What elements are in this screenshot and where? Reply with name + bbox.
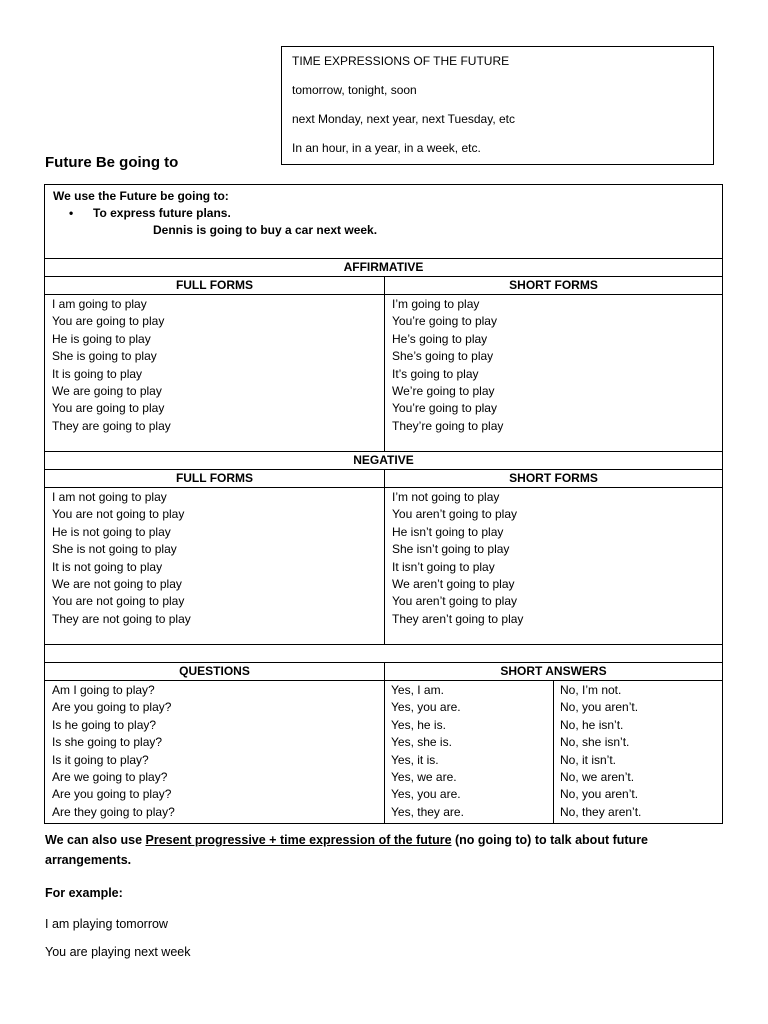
negative-short-forms [385, 488, 722, 644]
list-item: He is going to play [52, 331, 151, 346]
table-divider [45, 645, 722, 663]
list-item: We are going to play [52, 383, 162, 398]
negative-rows [45, 488, 722, 645]
intro-section [45, 185, 722, 259]
affirmative-full-forms [45, 295, 385, 451]
list-item: It is not going to play [52, 559, 163, 574]
list-item: You are not going to play [52, 594, 185, 609]
affirmative-short-forms [385, 295, 722, 451]
list-item: Is it going to play? [52, 752, 149, 767]
list-item: You are going to play [52, 314, 165, 329]
list-item: No, we aren’t. [560, 769, 635, 784]
list-item: You are not going to play [52, 507, 185, 522]
time-expressions-title: TIME EXPRESSIONS OF THE FUTURE [292, 54, 510, 68]
list-item: She is going to play [52, 349, 157, 364]
list-item: You’re going to play [392, 314, 497, 329]
list-item: They’re going to play [392, 418, 504, 433]
list-item: Yes, I am. [391, 683, 444, 697]
note-underlined-text: Present progressive + time expression of the future [145, 833, 452, 847]
questions-header: QUESTIONS [45, 663, 385, 680]
affirmative-heading: AFFIRMATIVE [45, 259, 722, 277]
list-item: Yes, you are. [391, 787, 461, 802]
list-item: It is going to play [52, 366, 143, 381]
list-item: Is she going to play? [52, 735, 163, 750]
notes-section [45, 830, 735, 959]
list-item: No, he isn’t. [560, 717, 624, 732]
list-item: Yes, you are. [391, 700, 461, 715]
list-item: Are we going to play? [52, 769, 168, 784]
time-expression-line: In an hour, in a year, in a week, etc. [292, 141, 481, 155]
list-item: I’m not going to play [392, 490, 500, 504]
note-text: (no going to) to talk about future arrangements. [45, 833, 649, 867]
list-item: It’s going to play [392, 366, 479, 381]
negative-full-forms [45, 488, 385, 644]
list-item: No, it isn’t. [560, 752, 617, 767]
progressive-note [45, 830, 735, 870]
example-line: You are playing next week [45, 945, 191, 959]
list-item: You aren’t going to play [392, 594, 517, 609]
list-item: She isn’t going to play [392, 542, 510, 557]
list-item: I’m going to play [392, 297, 480, 311]
list-item: We aren’t going to play [392, 576, 515, 591]
questions-rows [45, 681, 722, 823]
short-answers-header: SHORT ANSWERS [500, 664, 607, 678]
page-title: Future Be going to [45, 154, 179, 171]
time-expressions-box [281, 46, 714, 165]
list-item: They aren’t going to play [392, 611, 524, 626]
time-expression-line: next Monday, next year, next Tuesday, etc [292, 112, 516, 126]
list-item: Are they going to play? [52, 804, 175, 819]
list-item: They are not going to play [52, 611, 191, 626]
list-item: You are going to play [52, 401, 165, 416]
list-item: Are you going to play? [52, 787, 172, 802]
affirmative-rows [45, 295, 722, 452]
list-item: They are going to play [52, 418, 171, 433]
yes-answers [385, 681, 554, 823]
list-item: I am going to play [52, 297, 147, 311]
list-item: No, I’m not. [560, 683, 622, 697]
example-label: For example: [45, 886, 123, 900]
list-item: I am not going to play [52, 490, 167, 504]
grammar-table [44, 184, 723, 824]
list-item: No, you aren’t. [560, 700, 639, 715]
list-item: We’re going to play [392, 383, 495, 398]
list-item: Yes, he is. [391, 717, 446, 732]
list-item: Is he going to play? [52, 717, 157, 732]
intro-bullet: • To express future plans. [53, 205, 714, 222]
list-item: He is not going to play [52, 524, 171, 539]
list-item: Yes, it is. [391, 752, 439, 767]
full-forms-header: FULL FORMS [45, 277, 385, 294]
list-item: Yes, she is. [391, 735, 452, 750]
intro-line: We use the Future be going to: [53, 189, 229, 203]
time-expression-line: tomorrow, tonight, soon [292, 83, 417, 97]
list-item: Yes, they are. [391, 804, 464, 819]
no-answers [554, 681, 722, 823]
negative-column-headers [45, 470, 722, 488]
short-forms-header: SHORT FORMS [509, 278, 598, 292]
affirmative-column-headers [45, 277, 722, 295]
negative-heading: NEGATIVE [45, 452, 722, 470]
list-item: He’s going to play [392, 331, 488, 346]
list-item: She is not going to play [52, 542, 177, 557]
example-line: I am playing tomorrow [45, 917, 168, 931]
questions-list [45, 681, 385, 823]
note-text: We can also use [45, 833, 146, 847]
list-item: We are not going to play [52, 576, 182, 591]
list-item: It isn’t going to play [392, 559, 495, 574]
questions-column-headers [45, 663, 722, 681]
list-item: Yes, we are. [391, 769, 457, 784]
list-item: No, she isn’t. [560, 735, 630, 750]
list-item: No, you aren’t. [560, 787, 639, 802]
list-item: She’s going to play [392, 349, 494, 364]
list-item: You’re going to play [392, 401, 497, 416]
list-item: Am I going to play? [52, 683, 155, 697]
list-item: He isn’t going to play [392, 524, 504, 539]
full-forms-header: FULL FORMS [45, 470, 385, 487]
list-item: You aren’t going to play [392, 507, 517, 522]
short-forms-header: SHORT FORMS [509, 471, 598, 485]
intro-example: Dennis is going to buy a car next week. [153, 223, 378, 237]
list-item: Are you going to play? [52, 700, 172, 715]
list-item: No, they aren’t. [560, 804, 642, 819]
